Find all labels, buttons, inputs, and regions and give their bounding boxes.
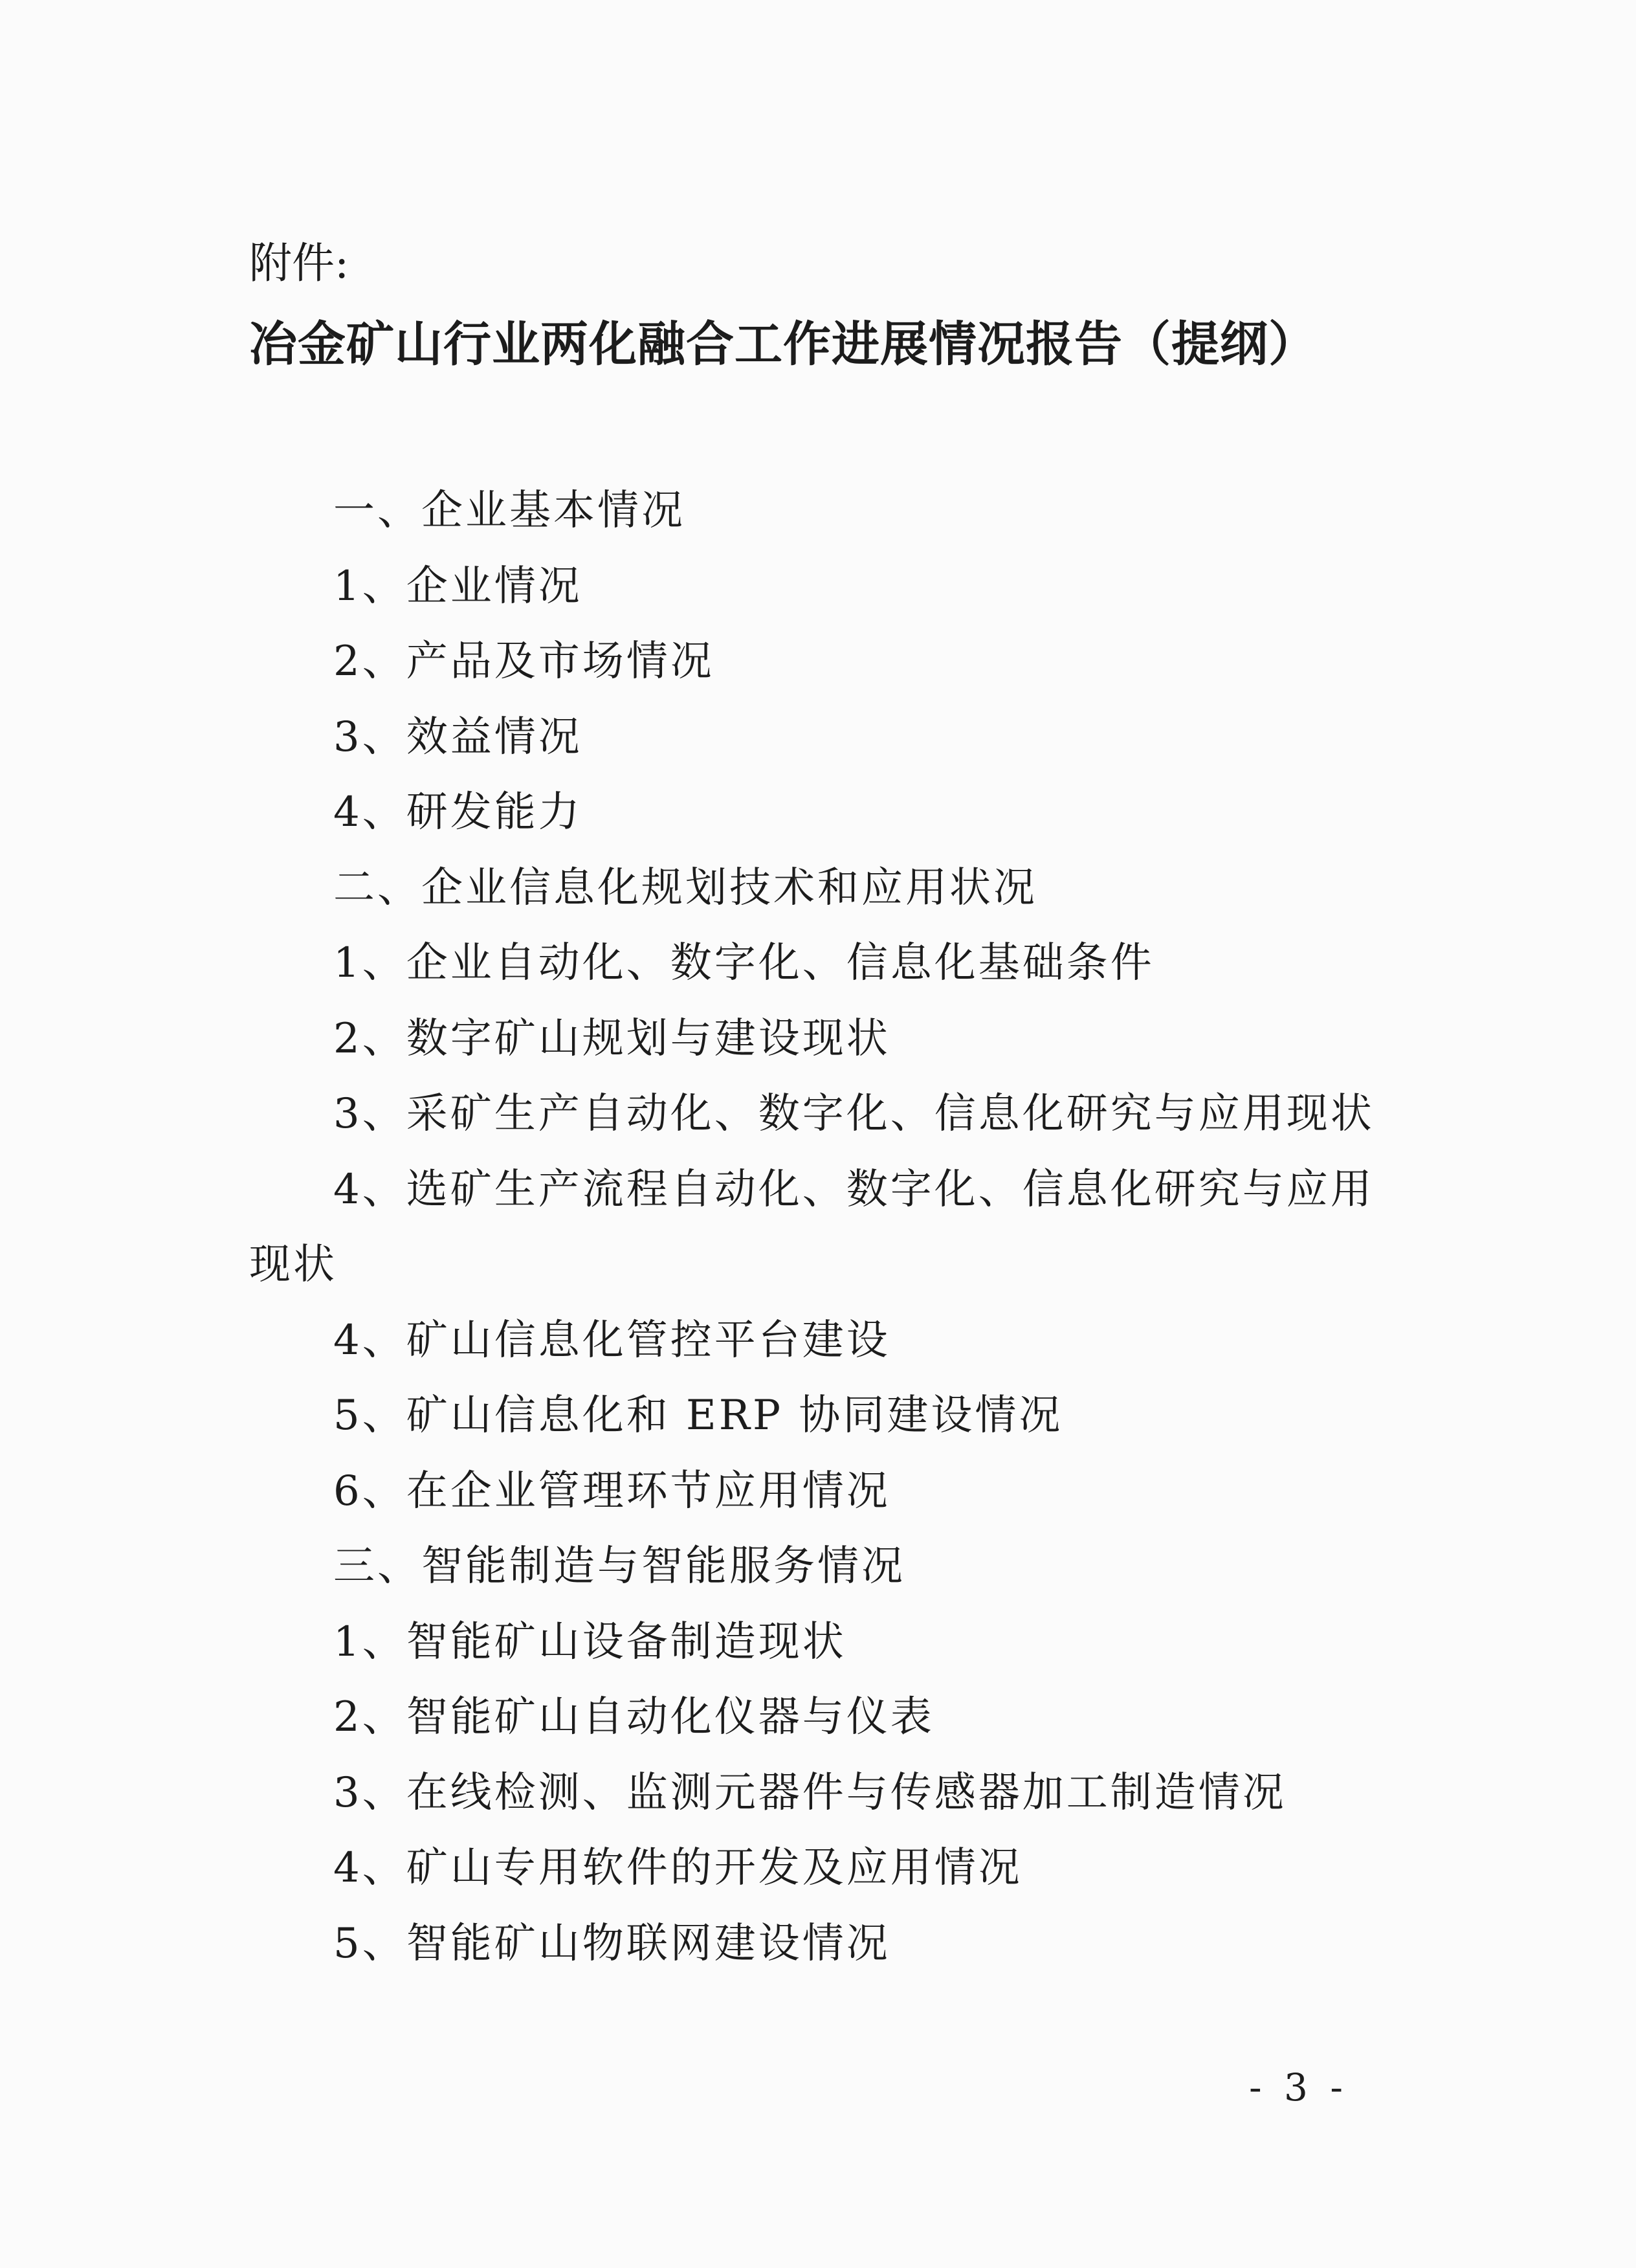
outline-item: 4、矿山信息化管控平台建设	[333, 1316, 890, 1364]
outline-item: 2、产品及市场情况	[333, 638, 714, 685]
outline-item: 2、数字矿山规划与建设现状	[333, 1014, 890, 1063]
outline-item: 1、企业情况	[333, 562, 582, 610]
outline-item: 6、在企业管理环节应用情况	[333, 1467, 890, 1515]
outline-item: 4、矿山专用软件的开发及应用情况	[333, 1844, 1022, 1892]
outline-item: 5、矿山信息化和 ERP 协同建设情况	[333, 1392, 1063, 1440]
outline-item: 4、选矿生产流程自动化、数字化、信息化研究与应用	[333, 1165, 1375, 1214]
outline-item: 3、采矿生产自动化、数字化、信息化研究与应用现状	[333, 1090, 1375, 1138]
outline-item: 3、在线检测、监测元器件与传感器加工制造情况	[333, 1768, 1287, 1817]
outline-item: 5、智能矿山物联网建设情况	[333, 1919, 890, 1968]
outline-item: 3、效益情况	[333, 713, 582, 761]
outline-item: 4、研发能力	[333, 788, 582, 836]
outline-item-continuation: 现状	[249, 1241, 337, 1289]
document-title: 冶金矿山行业两化融合工作进展情况报告（提纲）	[249, 317, 1317, 372]
outline-section-heading: 二、企业信息化规划技术和应用状况	[333, 863, 1037, 912]
outline-item: 1、智能矿山设备制造现状	[333, 1618, 846, 1666]
outline-item: 1、企业自动化、数字化、信息化基础条件	[333, 939, 1155, 987]
outline-list	[249, 473, 1375, 1981]
outline-item: 2、智能矿山自动化仪器与仪表	[333, 1693, 934, 1741]
page-number: - 3 -	[1249, 2065, 1348, 2109]
attachment-label: 附件:	[249, 238, 349, 288]
outline-section-heading: 三、智能制造与智能服务情况	[333, 1542, 905, 1590]
outline-section-heading: 一、企业基本情况	[333, 487, 685, 535]
